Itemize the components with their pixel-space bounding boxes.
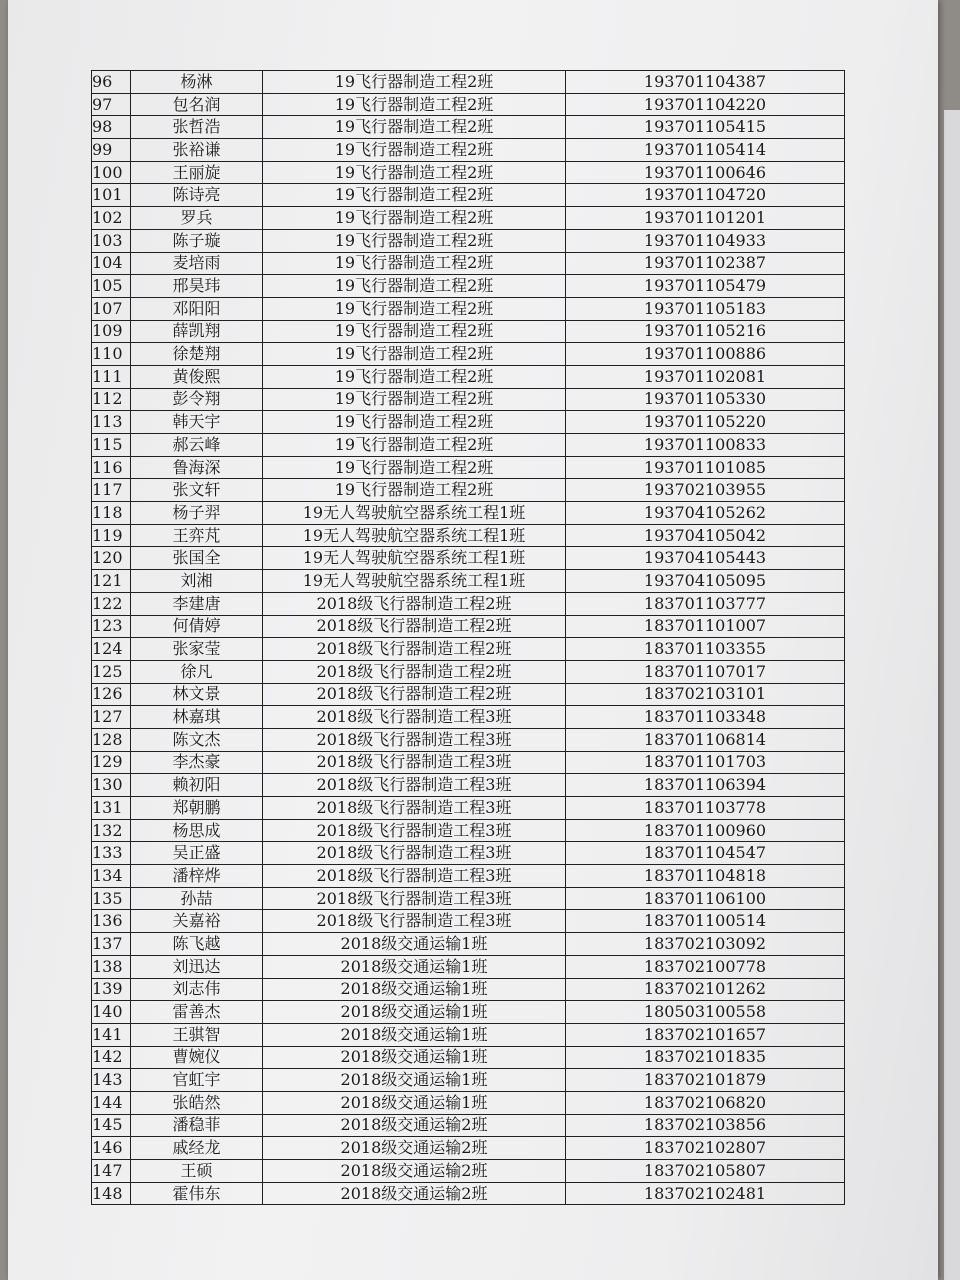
table-row <box>92 660 845 683</box>
table-row <box>92 706 845 729</box>
student-id-cell: 183702100778 <box>566 955 845 978</box>
student-id-cell: 193701104387 <box>566 71 845 94</box>
class-name-cell: 19飞行器制造工程2班 <box>263 71 566 94</box>
table-row <box>92 388 845 411</box>
row-number-cell: 101 <box>92 184 131 207</box>
student-name-cell: 郑朝鹏 <box>131 797 263 820</box>
table-row <box>92 910 845 933</box>
table-row <box>92 93 845 116</box>
row-number-cell: 136 <box>92 910 131 933</box>
table-row <box>92 774 845 797</box>
class-name-cell: 2018级交通运输2班 <box>263 1182 566 1205</box>
row-number-cell: 113 <box>92 411 131 434</box>
class-name-cell: 2018级飞行器制造工程2班 <box>263 615 566 638</box>
class-name-cell: 2018级飞行器制造工程3班 <box>263 842 566 865</box>
class-name-cell: 19飞行器制造工程2班 <box>263 161 566 184</box>
student-id-cell: 183701101703 <box>566 751 845 774</box>
row-number-cell: 97 <box>92 93 131 116</box>
student-name-cell: 陈文杰 <box>131 728 263 751</box>
student-id-cell: 183701100960 <box>566 819 845 842</box>
student-id-cell: 193704105042 <box>566 524 845 547</box>
row-number-cell: 138 <box>92 955 131 978</box>
class-name-cell: 19飞行器制造工程2班 <box>263 320 566 343</box>
table-row <box>92 1046 845 1069</box>
class-name-cell: 2018级飞行器制造工程3班 <box>263 774 566 797</box>
row-number-cell: 146 <box>92 1137 131 1160</box>
class-name-cell: 2018级交通运输2班 <box>263 1114 566 1137</box>
student-id-cell: 193701101085 <box>566 456 845 479</box>
table-row <box>92 71 845 94</box>
student-name-cell: 赖初阳 <box>131 774 263 797</box>
student-name-cell: 黄俊熙 <box>131 365 263 388</box>
row-number-cell: 128 <box>92 728 131 751</box>
student-name-cell: 吴正盛 <box>131 842 263 865</box>
class-name-cell: 19飞行器制造工程2班 <box>263 93 566 116</box>
student-name-cell: 张国全 <box>131 547 263 570</box>
row-number-cell: 120 <box>92 547 131 570</box>
class-name-cell: 19飞行器制造工程2班 <box>263 388 566 411</box>
class-name-cell: 19飞行器制造工程2班 <box>263 456 566 479</box>
table-row <box>92 547 845 570</box>
row-number-cell: 142 <box>92 1046 131 1069</box>
student-id-cell: 193701101201 <box>566 207 845 230</box>
student-name-cell: 官虹宇 <box>131 1069 263 1092</box>
student-id-cell: 183701106100 <box>566 887 845 910</box>
student-id-cell: 193701105183 <box>566 297 845 320</box>
class-name-cell: 2018级飞行器制造工程3班 <box>263 751 566 774</box>
student-id-cell: 193701100833 <box>566 434 845 457</box>
row-number-cell: 99 <box>92 139 131 162</box>
student-id-cell: 193701105414 <box>566 139 845 162</box>
row-number-cell: 126 <box>92 683 131 706</box>
student-id-cell: 183702103092 <box>566 933 845 956</box>
table-row <box>92 1001 845 1024</box>
class-name-cell: 2018级飞行器制造工程2班 <box>263 683 566 706</box>
class-name-cell: 2018级飞行器制造工程2班 <box>263 638 566 661</box>
row-number-cell: 111 <box>92 365 131 388</box>
row-number-cell: 127 <box>92 706 131 729</box>
student-name-cell: 张哲浩 <box>131 116 263 139</box>
row-number-cell: 98 <box>92 116 131 139</box>
student-id-cell: 193701105330 <box>566 388 845 411</box>
table-row <box>92 887 845 910</box>
table-row <box>92 797 845 820</box>
student-id-cell: 193701105220 <box>566 411 845 434</box>
table-row <box>92 978 845 1001</box>
student-id-cell: 180503100558 <box>566 1001 845 1024</box>
student-name-cell: 徐凡 <box>131 660 263 683</box>
student-name-cell: 陈诗亮 <box>131 184 263 207</box>
row-number-cell: 148 <box>92 1182 131 1205</box>
student-id-cell: 183701100514 <box>566 910 845 933</box>
student-name-cell: 关嘉裕 <box>131 910 263 933</box>
row-number-cell: 145 <box>92 1114 131 1137</box>
row-number-cell: 104 <box>92 252 131 275</box>
student-name-cell: 罗兵 <box>131 207 263 230</box>
student-id-cell: 193701102081 <box>566 365 845 388</box>
class-name-cell: 19飞行器制造工程2班 <box>263 297 566 320</box>
student-name-cell: 刘迅达 <box>131 955 263 978</box>
row-number-cell: 137 <box>92 933 131 956</box>
row-number-cell: 109 <box>92 320 131 343</box>
table-row <box>92 1114 845 1137</box>
row-number-cell: 129 <box>92 751 131 774</box>
student-name-cell: 张皓然 <box>131 1091 263 1114</box>
student-id-cell: 193702103955 <box>566 479 845 502</box>
student-id-cell: 183702103101 <box>566 683 845 706</box>
student-name-cell: 麦培雨 <box>131 252 263 275</box>
student-name-cell: 邢昊玮 <box>131 275 263 298</box>
row-number-cell: 103 <box>92 229 131 252</box>
row-number-cell: 133 <box>92 842 131 865</box>
student-id-cell: 193704105262 <box>566 502 845 525</box>
student-name-cell: 王弈芃 <box>131 524 263 547</box>
student-name-cell: 陈子璇 <box>131 229 263 252</box>
student-id-cell: 183701103778 <box>566 797 845 820</box>
class-name-cell: 19飞行器制造工程2班 <box>263 184 566 207</box>
student-name-cell: 潘梓烨 <box>131 865 263 888</box>
table-row <box>92 570 845 593</box>
row-number-cell: 107 <box>92 297 131 320</box>
student-id-cell: 183702103856 <box>566 1114 845 1137</box>
class-name-cell: 2018级交通运输1班 <box>263 1046 566 1069</box>
class-name-cell: 19飞行器制造工程2班 <box>263 229 566 252</box>
table-row <box>92 320 845 343</box>
row-number-cell: 121 <box>92 570 131 593</box>
student-id-cell: 183702102481 <box>566 1182 845 1205</box>
student-name-cell: 张文轩 <box>131 479 263 502</box>
row-number-cell: 119 <box>92 524 131 547</box>
row-number-cell: 117 <box>92 479 131 502</box>
student-id-cell: 193704105095 <box>566 570 845 593</box>
student-name-cell: 雷善杰 <box>131 1001 263 1024</box>
class-name-cell: 19无人驾驶航空器系统工程1班 <box>263 547 566 570</box>
student-name-cell: 王骐智 <box>131 1023 263 1046</box>
student-name-cell: 陈飞越 <box>131 933 263 956</box>
student-name-cell: 鲁海深 <box>131 456 263 479</box>
class-name-cell: 19飞行器制造工程2班 <box>263 252 566 275</box>
table-row <box>92 955 845 978</box>
table-row <box>92 184 845 207</box>
student-id-cell: 183701104547 <box>566 842 845 865</box>
class-name-cell: 19飞行器制造工程2班 <box>263 139 566 162</box>
table-row <box>92 252 845 275</box>
student-name-cell: 戚经龙 <box>131 1137 263 1160</box>
table-row <box>92 275 845 298</box>
student-name-cell: 刘志伟 <box>131 978 263 1001</box>
student-id-cell: 193701102387 <box>566 252 845 275</box>
student-id-cell: 183702106820 <box>566 1091 845 1114</box>
student-id-cell: 183702101657 <box>566 1023 845 1046</box>
table-row <box>92 728 845 751</box>
table-row <box>92 683 845 706</box>
roster-body <box>92 71 845 1205</box>
row-number-cell: 122 <box>92 592 131 615</box>
student-id-cell: 183702101879 <box>566 1069 845 1092</box>
class-name-cell: 2018级飞行器制造工程3班 <box>263 797 566 820</box>
table-row <box>92 1023 845 1046</box>
student-id-cell: 193704105443 <box>566 547 845 570</box>
class-name-cell: 2018级交通运输1班 <box>263 978 566 1001</box>
class-name-cell: 2018级飞行器制造工程2班 <box>263 660 566 683</box>
class-name-cell: 19飞行器制造工程2班 <box>263 275 566 298</box>
table-row <box>92 365 845 388</box>
table-row <box>92 207 845 230</box>
class-name-cell: 2018级飞行器制造工程3班 <box>263 706 566 729</box>
table-row <box>92 1069 845 1092</box>
class-name-cell: 2018级交通运输1班 <box>263 1001 566 1024</box>
student-name-cell: 林嘉琪 <box>131 706 263 729</box>
table-row <box>92 933 845 956</box>
student-name-cell: 何倩婷 <box>131 615 263 638</box>
student-name-cell: 郝云峰 <box>131 434 263 457</box>
student-id-cell: 193701105479 <box>566 275 845 298</box>
row-number-cell: 100 <box>92 161 131 184</box>
table-row <box>92 842 845 865</box>
student-id-cell: 183702105807 <box>566 1160 845 1183</box>
student-name-cell: 薛凯翔 <box>131 320 263 343</box>
table-row <box>92 1160 845 1183</box>
student-id-cell: 183701106394 <box>566 774 845 797</box>
row-number-cell: 102 <box>92 207 131 230</box>
student-name-cell: 徐楚翔 <box>131 343 263 366</box>
student-id-cell: 183701103355 <box>566 638 845 661</box>
table-row <box>92 1091 845 1114</box>
student-name-cell: 刘湘 <box>131 570 263 593</box>
table-row <box>92 456 845 479</box>
class-name-cell: 19飞行器制造工程2班 <box>263 411 566 434</box>
paper-sheet <box>8 0 938 1280</box>
table-row <box>92 479 845 502</box>
student-id-cell: 183702102807 <box>566 1137 845 1160</box>
row-number-cell: 130 <box>92 774 131 797</box>
student-id-cell: 183701107017 <box>566 660 845 683</box>
table-row <box>92 819 845 842</box>
student-name-cell: 李建唐 <box>131 592 263 615</box>
row-number-cell: 110 <box>92 343 131 366</box>
row-number-cell: 144 <box>92 1091 131 1114</box>
row-number-cell: 131 <box>92 797 131 820</box>
class-name-cell: 2018级交通运输1班 <box>263 1091 566 1114</box>
class-name-cell: 19飞行器制造工程2班 <box>263 116 566 139</box>
student-id-cell: 193701104720 <box>566 184 845 207</box>
class-name-cell: 19飞行器制造工程2班 <box>263 343 566 366</box>
student-name-cell: 潘稳菲 <box>131 1114 263 1137</box>
row-number-cell: 143 <box>92 1069 131 1092</box>
student-name-cell: 王硕 <box>131 1160 263 1183</box>
student-name-cell: 霍伟东 <box>131 1182 263 1205</box>
class-name-cell: 2018级交通运输1班 <box>263 933 566 956</box>
student-id-cell: 183702101835 <box>566 1046 845 1069</box>
class-name-cell: 2018级飞行器制造工程3班 <box>263 819 566 842</box>
class-name-cell: 19无人驾驶航空器系统工程1班 <box>263 524 566 547</box>
table-row <box>92 139 845 162</box>
class-name-cell: 2018级交通运输1班 <box>263 955 566 978</box>
class-name-cell: 2018级交通运输2班 <box>263 1137 566 1160</box>
table-row <box>92 343 845 366</box>
row-number-cell: 118 <box>92 502 131 525</box>
row-number-cell: 105 <box>92 275 131 298</box>
table-row <box>92 434 845 457</box>
class-name-cell: 2018级飞行器制造工程3班 <box>263 887 566 910</box>
class-name-cell: 19飞行器制造工程2班 <box>263 365 566 388</box>
class-name-cell: 2018级交通运输1班 <box>263 1023 566 1046</box>
row-number-cell: 96 <box>92 71 131 94</box>
class-name-cell: 2018级飞行器制造工程3班 <box>263 865 566 888</box>
row-number-cell: 140 <box>92 1001 131 1024</box>
row-number-cell: 115 <box>92 434 131 457</box>
student-id-cell: 183702101262 <box>566 978 845 1001</box>
class-name-cell: 19飞行器制造工程2班 <box>263 434 566 457</box>
adjacent-paper-edge <box>944 110 960 1280</box>
class-name-cell: 19飞行器制造工程2班 <box>263 207 566 230</box>
table-row <box>92 297 845 320</box>
student-name-cell: 林文景 <box>131 683 263 706</box>
row-number-cell: 123 <box>92 615 131 638</box>
table-row <box>92 615 845 638</box>
table-row <box>92 1182 845 1205</box>
student-name-cell: 孙喆 <box>131 887 263 910</box>
class-name-cell: 2018级交通运输1班 <box>263 1069 566 1092</box>
student-id-cell: 183701103348 <box>566 706 845 729</box>
class-name-cell: 19飞行器制造工程2班 <box>263 479 566 502</box>
row-number-cell: 134 <box>92 865 131 888</box>
student-name-cell: 李杰豪 <box>131 751 263 774</box>
student-name-cell: 张裕谦 <box>131 139 263 162</box>
student-name-cell: 韩天宇 <box>131 411 263 434</box>
table-row <box>92 116 845 139</box>
row-number-cell: 132 <box>92 819 131 842</box>
class-name-cell: 2018级交通运输2班 <box>263 1160 566 1183</box>
table-row <box>92 865 845 888</box>
class-name-cell: 2018级飞行器制造工程3班 <box>263 910 566 933</box>
student-name-cell: 张家莹 <box>131 638 263 661</box>
class-name-cell: 2018级飞行器制造工程3班 <box>263 728 566 751</box>
class-name-cell: 2018级飞行器制造工程2班 <box>263 592 566 615</box>
row-number-cell: 125 <box>92 660 131 683</box>
table-row <box>92 524 845 547</box>
table-row <box>92 638 845 661</box>
student-name-cell: 包名润 <box>131 93 263 116</box>
student-id-cell: 183701104818 <box>566 865 845 888</box>
row-number-cell: 112 <box>92 388 131 411</box>
table-row <box>92 592 845 615</box>
student-id-cell: 183701106814 <box>566 728 845 751</box>
student-name-cell: 杨淋 <box>131 71 263 94</box>
student-name-cell: 杨子羿 <box>131 502 263 525</box>
student-id-cell: 193701105216 <box>566 320 845 343</box>
row-number-cell: 135 <box>92 887 131 910</box>
row-number-cell: 141 <box>92 1023 131 1046</box>
row-number-cell: 124 <box>92 638 131 661</box>
student-id-cell: 183701103777 <box>566 592 845 615</box>
table-row <box>92 1137 845 1160</box>
student-id-cell: 193701104220 <box>566 93 845 116</box>
student-id-cell: 193701100646 <box>566 161 845 184</box>
student-roster-table <box>91 70 845 1205</box>
table-row <box>92 751 845 774</box>
student-id-cell: 193701100886 <box>566 343 845 366</box>
row-number-cell: 116 <box>92 456 131 479</box>
table-row <box>92 411 845 434</box>
class-name-cell: 19无人驾驶航空器系统工程1班 <box>263 502 566 525</box>
student-id-cell: 193701104933 <box>566 229 845 252</box>
student-name-cell: 邓阳阳 <box>131 297 263 320</box>
student-name-cell: 曹婉仪 <box>131 1046 263 1069</box>
row-number-cell: 147 <box>92 1160 131 1183</box>
student-name-cell: 王丽旋 <box>131 161 263 184</box>
row-number-cell: 139 <box>92 978 131 1001</box>
table-row <box>92 502 845 525</box>
table-row <box>92 161 845 184</box>
student-name-cell: 杨思成 <box>131 819 263 842</box>
student-id-cell: 183701101007 <box>566 615 845 638</box>
student-id-cell: 193701105415 <box>566 116 845 139</box>
table-row <box>92 229 845 252</box>
class-name-cell: 19无人驾驶航空器系统工程1班 <box>263 570 566 593</box>
student-name-cell: 彭令翔 <box>131 388 263 411</box>
